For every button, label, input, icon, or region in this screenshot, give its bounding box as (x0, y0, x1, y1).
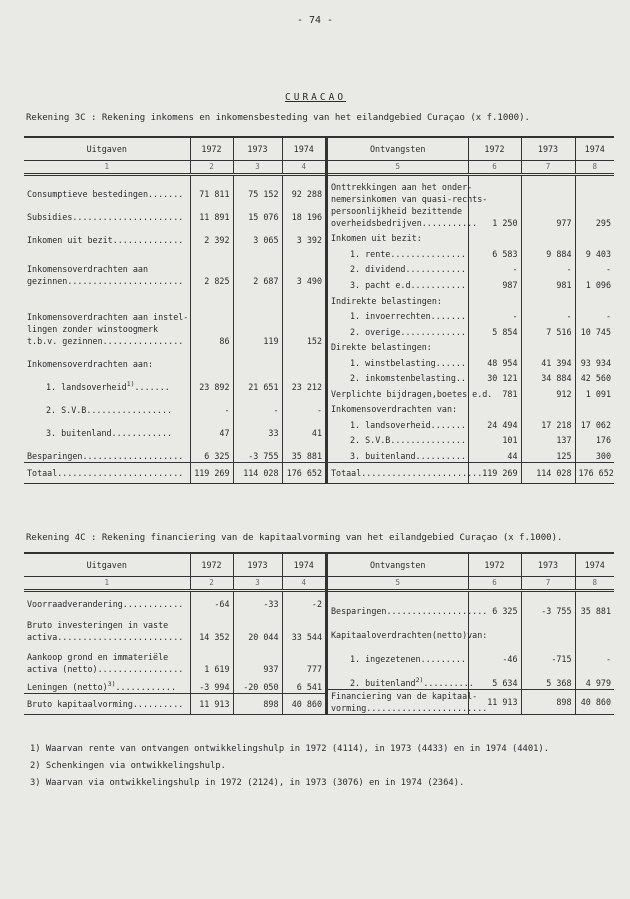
value-cell (575, 617, 614, 641)
row-label-text: Totaal......................... (27, 468, 184, 478)
year-header: 1972 (190, 554, 233, 577)
row-label (24, 694, 190, 715)
row-label-text: Aankoop grond en immateriële activa (netto)................. (27, 651, 184, 674)
row-label (328, 369, 468, 385)
table-row (328, 617, 614, 641)
value-cell (575, 229, 614, 245)
table-row (328, 307, 614, 323)
row-label (328, 322, 468, 338)
column-header: Uitgaven (24, 138, 190, 161)
row-label (24, 347, 190, 370)
value-cell: - (468, 307, 521, 323)
value-cell (468, 291, 521, 307)
header-row (24, 138, 325, 161)
value-cell: 15 076 (233, 200, 282, 223)
value-cell: 20 044 (233, 610, 282, 642)
value-cell: 114 028 (233, 463, 282, 484)
row-label (24, 675, 190, 693)
column-number: 2 (190, 577, 233, 591)
value-cell: 119 (233, 287, 282, 347)
column-number: 8 (575, 577, 614, 591)
row-label (328, 353, 468, 369)
value-cell (233, 347, 282, 370)
row-label-text: 1. invoerrechten....... (350, 311, 466, 322)
total-row (328, 463, 614, 484)
column-number: 8 (575, 161, 614, 175)
column-number: 7 (521, 161, 575, 175)
value-cell: 41 (282, 416, 325, 439)
table-row (24, 200, 325, 223)
value-cell: 2 392 (190, 223, 233, 246)
column-number-row (328, 161, 614, 175)
footnote: 2) Schenkingen via ontwikkelingshulp. (30, 761, 226, 771)
row-label-text: Bruto investeringen in vaste activa......................... (27, 619, 184, 642)
value-cell: 11 891 (190, 200, 233, 223)
value-cell: 9 884 (521, 244, 575, 260)
row-label-text: Direkte belastingen: (331, 342, 432, 353)
value-cell: 981 (521, 275, 575, 291)
row-label (24, 223, 190, 246)
row-label-text: Inkomensoverdrachten aan: (27, 358, 154, 369)
row-label-text: 2. buitenland (350, 677, 416, 688)
row-label (24, 439, 190, 462)
value-cell: 44 (468, 446, 521, 462)
column-number: 1 (24, 577, 190, 591)
year-header: 1974 (575, 554, 614, 577)
table-row (328, 175, 614, 229)
table-3c-caption: Rekening 3C : Rekening inkomens en inkomensbesteding van het eilandgebied Curaçao (x f.1000). (26, 113, 530, 123)
value-cell (282, 347, 325, 370)
column-number-row (24, 161, 325, 175)
row-label (24, 246, 190, 287)
row-label (328, 400, 468, 416)
value-cell: 21 651 (233, 370, 282, 393)
value-cell (521, 291, 575, 307)
value-cell: 125 (521, 446, 575, 462)
value-cell: 176 652 (575, 463, 614, 484)
row-label-text: Subsidies...................... (27, 211, 184, 222)
row-label-text: 1. landsoverheid....... (350, 419, 466, 430)
value-cell: -2 (282, 591, 325, 611)
value-cell (468, 400, 521, 416)
row-label (328, 463, 488, 484)
value-cell: 152 (282, 287, 325, 347)
table-row (328, 322, 614, 338)
value-cell: 1 619 (190, 643, 233, 675)
column-number-row (24, 577, 325, 591)
row-label-text: Voorraadverandering............ (27, 599, 184, 610)
table-row (24, 643, 325, 675)
value-cell: - (190, 393, 233, 416)
value-cell: 30 121 (468, 369, 521, 385)
table-4c (24, 552, 614, 715)
table-row (328, 400, 614, 416)
value-cell: 9 403 (575, 244, 614, 260)
value-cell: 17 218 (521, 415, 575, 431)
column-number: 6 (468, 577, 521, 591)
page-number: - 74 - (296, 15, 334, 26)
table-row (24, 246, 325, 287)
row-label (24, 175, 190, 200)
value-cell: 176 652 (282, 463, 325, 484)
table-row (24, 675, 325, 693)
value-cell: 5 634 (468, 665, 521, 689)
row-label (24, 393, 190, 416)
value-cell: 937 (233, 643, 282, 675)
table-row (24, 393, 325, 416)
value-cell (521, 338, 575, 354)
row-label (24, 200, 190, 223)
row-label (328, 641, 468, 665)
row-label-text: Totaal......................... (331, 468, 488, 478)
row-label-text: 1. rente............... (350, 248, 466, 259)
row-label (24, 287, 190, 347)
left-half-table4c (24, 554, 325, 714)
value-cell: 3 490 (282, 246, 325, 287)
column-number: 4 (282, 161, 325, 175)
column-header: Uitgaven (24, 554, 190, 577)
column-number-row (328, 577, 614, 591)
right-half-table3c (328, 138, 614, 483)
value-cell: 4 979 (575, 665, 614, 689)
value-cell: 101 (468, 431, 521, 447)
header-row (328, 138, 614, 161)
value-cell: 1 096 (575, 275, 614, 291)
value-cell: 11 913 (190, 694, 233, 715)
row-label (328, 229, 468, 245)
row-label-text: 3. buitenland............ (46, 427, 173, 438)
value-cell: 137 (521, 431, 575, 447)
total-row (24, 463, 325, 484)
table-row (24, 416, 325, 439)
table-row (328, 384, 614, 400)
value-cell: - (468, 260, 521, 276)
value-cell: -715 (521, 641, 575, 665)
year-header: 1974 (282, 138, 325, 161)
value-cell (521, 229, 575, 245)
column-header: Ontvangsten (328, 554, 468, 577)
row-label-text: 1. landsoverheid (46, 381, 127, 392)
value-cell: 41 394 (521, 353, 575, 369)
value-cell: -64 (190, 591, 233, 611)
row-label (328, 244, 468, 260)
row-label (328, 591, 488, 617)
row-label (24, 610, 190, 642)
section-title: CURACAO (285, 92, 347, 103)
value-cell: 898 (233, 694, 282, 715)
footnote: 1) Waarvan rente van ontvangen ontwikkelingshulp in 1972 (4114), in 1973 (4433) en in 1974 (4401). (30, 744, 550, 754)
value-cell (575, 338, 614, 354)
value-cell: 23 212 (282, 370, 325, 393)
value-cell: 93 934 (575, 353, 614, 369)
table-row (328, 591, 614, 617)
value-cell: 119 269 (468, 463, 521, 484)
table-row (24, 610, 325, 642)
value-cell: - (575, 641, 614, 665)
year-header: 1973 (233, 554, 282, 577)
column-number: 6 (468, 161, 521, 175)
table-row (24, 223, 325, 246)
value-cell (575, 400, 614, 416)
table-row (24, 175, 325, 200)
right-half-table4c (328, 554, 614, 714)
row-label-text: 2. overige............. (350, 326, 466, 337)
value-cell: 5 368 (521, 665, 575, 689)
value-cell: 6 583 (468, 244, 521, 260)
column-number: 3 (233, 161, 282, 175)
value-cell: 17 062 (575, 415, 614, 431)
row-label (24, 416, 190, 439)
row-label-text: Besparingen.................... (331, 605, 488, 616)
column-number: 5 (328, 161, 468, 175)
row-label (328, 415, 468, 431)
column-number: 4 (282, 577, 325, 591)
row-label-dots: ............ (115, 681, 177, 692)
column-number: 1 (24, 161, 190, 175)
value-cell: 777 (282, 643, 325, 675)
table-3c (24, 136, 614, 484)
value-cell: 295 (575, 175, 614, 229)
value-cell: 2 825 (190, 246, 233, 287)
table-row (24, 287, 325, 347)
value-cell: 24 494 (468, 415, 521, 431)
row-label-text: 1. ingezetenen......... (350, 653, 466, 664)
value-cell: -3 755 (233, 439, 282, 462)
year-header: 1973 (521, 554, 575, 577)
value-cell: 33 544 (282, 610, 325, 642)
row-label-text: 3. buitenland.......... (350, 450, 466, 461)
table-row (328, 369, 614, 385)
row-label-text: 1. winstbelasting...... (350, 357, 466, 368)
row-label (328, 175, 488, 229)
left-half-table3c (24, 138, 325, 483)
row-label-dots: ....... (134, 381, 170, 392)
table-row (328, 244, 614, 260)
value-cell: 34 884 (521, 369, 575, 385)
value-cell: 75 152 (233, 175, 282, 200)
row-label (328, 690, 488, 715)
value-cell: 3 392 (282, 223, 325, 246)
column-number: 5 (328, 577, 468, 591)
value-cell: 2 687 (233, 246, 282, 287)
row-label-text: 2. dividend............ (350, 264, 466, 275)
row-label-text: Inkomensoverdrachten van: (331, 404, 458, 415)
value-cell: 40 860 (575, 690, 614, 715)
table-row (328, 353, 614, 369)
value-cell: 3 065 (233, 223, 282, 246)
year-header: 1972 (468, 138, 521, 161)
table-row (328, 229, 614, 245)
table-row (328, 665, 614, 689)
value-cell: 5 854 (468, 322, 521, 338)
year-header: 1972 (468, 554, 521, 577)
table-row (328, 260, 614, 276)
header-row (328, 554, 614, 577)
value-cell: 10 745 (575, 322, 614, 338)
row-label (328, 617, 488, 641)
row-label-text: Inkomensoverdrachten aan gezinnen....................... (27, 264, 184, 287)
table-row (328, 446, 614, 462)
table-row (24, 439, 325, 462)
value-cell: 48 954 (468, 353, 521, 369)
column-number: 7 (521, 577, 575, 591)
row-label (328, 275, 468, 291)
row-label-text: Besparingen.................... (27, 450, 184, 461)
row-label-text: Inkomen uit bezit: (331, 233, 422, 244)
value-cell: 42 560 (575, 369, 614, 385)
row-label-text: Inkomensoverdrachten aan instel- lingen zonder winstoogmerk t.b.v. gezinnen................ (27, 311, 189, 346)
table-row (24, 370, 325, 393)
value-cell: 47 (190, 416, 233, 439)
table-row (328, 431, 614, 447)
value-cell: -3 994 (190, 675, 233, 693)
value-cell: - (521, 307, 575, 323)
row-label (24, 370, 190, 393)
row-label (328, 260, 468, 276)
value-cell (521, 400, 575, 416)
row-label-text: Kapitaaloverdrachten(netto)van: (331, 629, 488, 640)
value-cell: 977 (521, 175, 575, 229)
value-cell: 11 913 (468, 690, 521, 715)
table-row (328, 641, 614, 665)
row-label (328, 431, 468, 447)
row-label-text: Bruto kapitaalvorming.......... (27, 699, 184, 709)
value-cell: 912 (521, 384, 575, 400)
row-label-text: Verplichte bijdragen,boetes e.d. (331, 388, 493, 399)
row-label-text: Financiering van de kapitaal- vorming........................ (331, 691, 488, 713)
value-cell (468, 229, 521, 245)
row-label-text: Indirekte belastingen: (331, 295, 442, 306)
value-cell: 18 196 (282, 200, 325, 223)
value-cell: 1 250 (468, 175, 521, 229)
year-header: 1973 (233, 138, 282, 161)
table-row (24, 591, 325, 611)
row-label (328, 665, 474, 689)
value-cell: 781 (468, 384, 521, 400)
column-number: 2 (190, 161, 233, 175)
footnote-marker: 3) (107, 680, 116, 689)
value-cell: 119 269 (190, 463, 233, 484)
value-cell (468, 338, 521, 354)
table-row (328, 338, 614, 354)
value-cell: -33 (233, 591, 282, 611)
value-cell: - (521, 260, 575, 276)
row-label (24, 463, 190, 484)
value-cell: 35 881 (575, 591, 614, 617)
year-header: 1972 (190, 138, 233, 161)
row-label (328, 307, 468, 323)
column-header: Ontvangsten (328, 138, 468, 161)
row-label (24, 643, 190, 675)
row-label-text: Inkomen uit bezit.............. (27, 234, 184, 245)
value-cell: 14 352 (190, 610, 233, 642)
footnote-marker: 1) (126, 379, 135, 388)
row-label-text: 2. S.V.B............... (350, 435, 466, 446)
value-cell: 114 028 (521, 463, 575, 484)
value-cell: 40 860 (282, 694, 325, 715)
year-header: 1974 (282, 554, 325, 577)
footnote: 3) Waarvan via ontwikkelingshulp in 1972 (2124), in 1973 (3076) en in 1974 (2364). (30, 778, 465, 788)
value-cell: 987 (468, 275, 521, 291)
year-header: 1973 (521, 138, 575, 161)
value-cell: 23 892 (190, 370, 233, 393)
row-label (328, 384, 493, 400)
table-row (328, 275, 614, 291)
total-row (24, 694, 325, 715)
column-number: 3 (233, 577, 282, 591)
row-label-text: Onttrekkingen aan het onder- nemersinkomen van quasi-rechts- persoonlijkheid bezittende overheidsbedrijven........... (331, 181, 488, 228)
value-cell: 33 (233, 416, 282, 439)
value-cell: 35 881 (282, 439, 325, 462)
row-label-text: 2. inkomstenbelasting.. (350, 373, 466, 384)
header-row (24, 554, 325, 577)
table-row (328, 291, 614, 307)
value-cell: 1 091 (575, 384, 614, 400)
footnotes (30, 741, 549, 792)
value-cell: 898 (521, 690, 575, 715)
footnote-marker: 2) (415, 675, 424, 684)
value-cell: -46 (468, 641, 521, 665)
row-label (24, 591, 190, 611)
value-cell (190, 347, 233, 370)
row-label (328, 338, 468, 354)
table-row (24, 347, 325, 370)
table-4c-caption: Rekening 4C : Rekening financiering van de kapitaalvorming van het eilandgebied Curaçao (x f.1000). (26, 533, 563, 543)
value-cell: 6 541 (282, 675, 325, 693)
row-label (328, 291, 468, 307)
value-cell: 6 325 (190, 439, 233, 462)
row-label-text: 2. S.V.B................. (46, 404, 173, 415)
value-cell: - (575, 307, 614, 323)
value-cell: 86 (190, 287, 233, 347)
value-cell (575, 291, 614, 307)
row-label-text: 3. pacht e.d........... (350, 280, 466, 290)
table-row (328, 415, 614, 431)
value-cell: 176 (575, 431, 614, 447)
value-cell: 92 288 (282, 175, 325, 200)
row-label-dots: .......... (423, 677, 474, 688)
value-cell: 300 (575, 446, 614, 462)
total-row (328, 690, 614, 715)
row-label-text: Leningen (netto) (27, 681, 108, 692)
value-cell: -3 755 (521, 591, 575, 617)
value-cell: - (282, 393, 325, 416)
value-cell (521, 617, 575, 641)
value-cell: 6 325 (468, 591, 521, 617)
value-cell: - (575, 260, 614, 276)
value-cell: 7 516 (521, 322, 575, 338)
year-header: 1974 (575, 138, 614, 161)
row-label (328, 446, 468, 462)
value-cell: -20 050 (233, 675, 282, 693)
value-cell: 71 811 (190, 175, 233, 200)
row-label-text: Consumptieve bestedingen....... (27, 188, 184, 199)
value-cell: - (233, 393, 282, 416)
